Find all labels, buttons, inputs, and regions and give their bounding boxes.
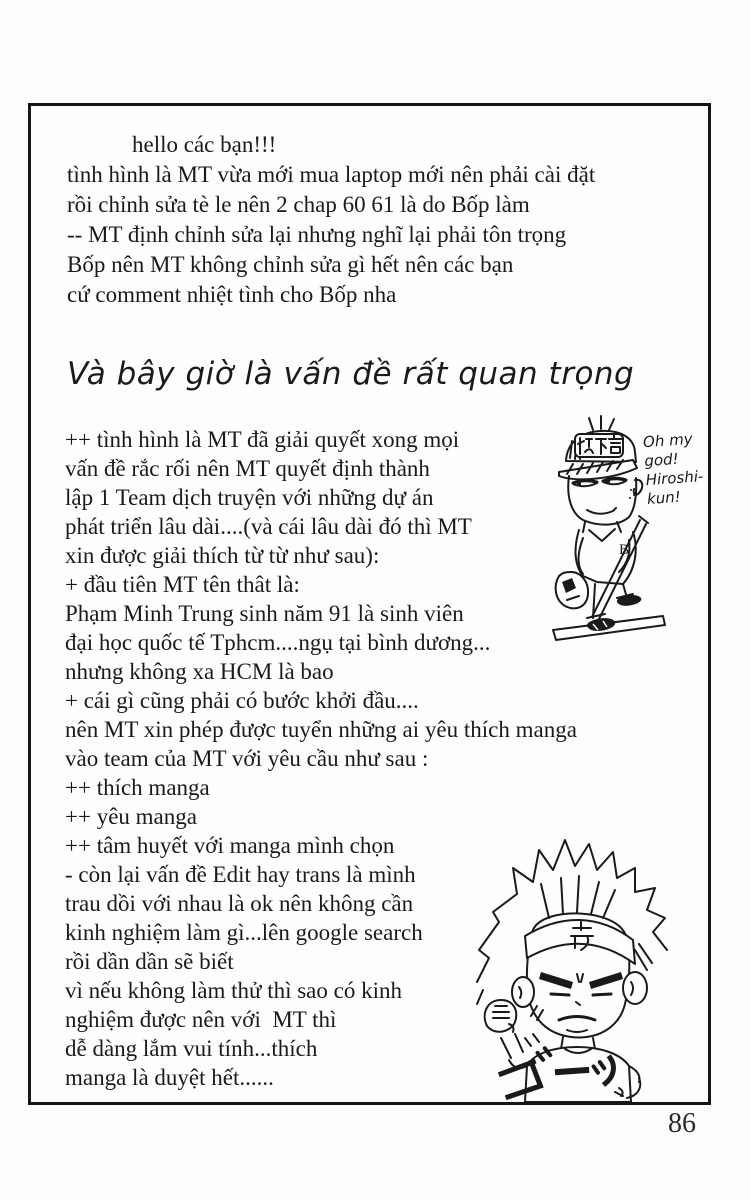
text-line: vấn đề rắc rối nên MT quyết định thành <box>65 456 430 481</box>
text-line: ++ thích manga <box>65 775 210 800</box>
text-line: rồi dần dần sẽ biết <box>65 949 234 974</box>
text-line: hello các bạn!!! <box>132 132 277 157</box>
angry-face <box>531 972 623 1032</box>
text-line: vào team của MT với yêu cầu như sau : <box>65 746 429 771</box>
text-line: ++ yêu manga <box>65 804 197 829</box>
text-line: rồi chỉnh sửa tè le nên 2 chap 60 61 là do Bốp làm <box>67 192 530 217</box>
intro-paragraph <box>67 130 595 310</box>
text-line: - còn lại vấn đề Edit hay trans là mình <box>65 862 416 887</box>
boy-with-headband-drawing <box>469 830 704 1102</box>
text-line: nên MT xin phép được tuyển những ai yêu thích manga <box>65 717 577 742</box>
baseball-cap-icon <box>559 431 637 479</box>
text-line: xin được giải thích từ từ như sau): <box>65 543 380 568</box>
speech-line: Hiroshi- <box>645 467 704 490</box>
text-line: + đầu tiên MT tên thât là: <box>65 572 300 597</box>
section-heading: Và bây giờ là vấn đề rất quan trọng <box>67 356 635 392</box>
text-line: dễ dàng lắm vui tính...thích <box>65 1036 318 1061</box>
text-line: + cái gì cũng phải có bước khởi đầu.... <box>65 688 419 713</box>
text-line: kinh nghiệm làm gì...lên google search <box>65 920 423 945</box>
text-line: Phạm Minh Trung sinh năm 91 là sinh viên <box>65 601 464 626</box>
text-line: -- MT định chỉnh sửa lại nhưng nghĩ lại phải tôn trọng <box>67 222 567 247</box>
text-line: trau dồi với nhau là ok nên không cần <box>65 891 414 916</box>
text-line: vì nếu không làm thử thì sao có kinh <box>65 978 402 1003</box>
body <box>576 522 636 584</box>
hair-spikes-icon <box>589 416 614 430</box>
text-line: ++ tâm huyết với manga mình chọn <box>65 833 395 858</box>
jersey-letter: B <box>619 542 630 558</box>
speech-line: Oh my <box>642 429 694 452</box>
text-line: lập 1 Team dịch truyện với những dự án <box>65 485 434 510</box>
tiger-headband-icon <box>525 920 652 970</box>
text-line: cứ comment nhiệt tình cho Bốp nha <box>67 282 397 307</box>
page-number: 86 <box>668 1108 696 1139</box>
face <box>568 476 642 525</box>
text-line: phát triển lâu dài....(và cái lâu dài đó thì MT <box>65 514 472 539</box>
speech-line: kun! <box>646 487 682 509</box>
text-line: tình hình là MT vừa mới mua laptop mới nên phải cài đặt <box>67 162 596 187</box>
note-frame <box>28 103 711 1105</box>
text-line: nhưng không xa HCM là bao <box>65 659 334 684</box>
text-line: ++ tình hình là MT đã giải quyết xong mọi <box>65 427 460 452</box>
text-line: manga là duyệt hết...... <box>65 1065 274 1090</box>
text-line: nghiệm được nên với MT thì <box>65 1007 337 1032</box>
speech-line: god! <box>643 449 680 471</box>
glove-icon <box>556 572 588 608</box>
speech-text <box>642 427 737 509</box>
text-line: Bốp nên MT không chỉnh sửa gì hết nên các bạn <box>67 252 514 277</box>
text-line: đại học quốc tế Tphcm....ngụ tại bình dương... <box>65 630 491 655</box>
